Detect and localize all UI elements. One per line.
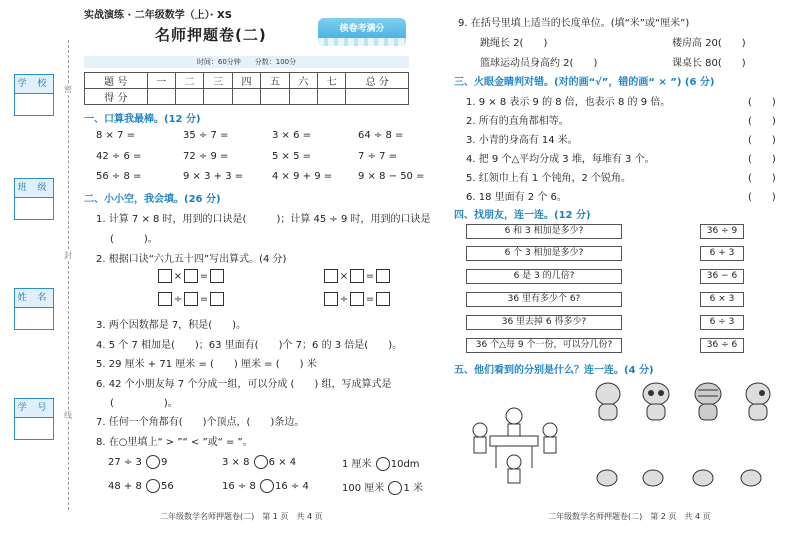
compare-circle[interactable] [254, 455, 268, 469]
question-9: 9. 在括号里填上适当的长度单位。(填“米”或“厘米”) [458, 18, 690, 29]
unit-item: 篮球运动员身高约 2( ) [480, 58, 598, 69]
calc-item: 42 ÷ 6 = [96, 151, 142, 162]
score-cell[interactable] [147, 89, 175, 105]
score-header-row [85, 73, 409, 89]
answer-box[interactable] [350, 292, 364, 306]
unit-item: 跳绳长 2( ) [480, 38, 548, 49]
compare-circle[interactable] [146, 455, 160, 469]
score-cell[interactable] [204, 89, 232, 105]
compare-item [222, 479, 309, 493]
table-icon [490, 436, 538, 446]
score-cell[interactable] [289, 89, 317, 105]
seal-line [68, 40, 69, 510]
score-header-cell: 一 [147, 73, 175, 89]
calc-item: 9 × 8 − 50 = [358, 171, 425, 182]
compare-item [108, 455, 167, 469]
child-icon [507, 455, 521, 469]
answer-box[interactable] [324, 269, 338, 283]
compare-right: 1 米 [403, 483, 423, 494]
child-icon [473, 423, 487, 437]
compare-right: 56 [161, 481, 174, 492]
school-field [14, 74, 54, 116]
small-toy-icon [640, 468, 666, 488]
judge-answer[interactable]: ( ) [748, 116, 776, 127]
question-8: 8. 在○里填上“ > ”“ < ”或“ = ”。 [96, 437, 253, 448]
exam-badge [318, 18, 406, 46]
judge-item: 6. 18 里面有 2 个 6。 [466, 192, 567, 203]
section-3-title: 三、火眼金睛判对错。(对的画“√”，错的画“ × ”) (6 分) [454, 77, 715, 88]
school-label: 学 校 [14, 74, 54, 94]
compare-left: 16 ÷ 8 [222, 481, 256, 492]
judge-answer[interactable]: ( ) [748, 97, 776, 108]
equation-mul-1: × = [158, 269, 224, 283]
unit-item: 楼房高 20( ) [672, 38, 746, 49]
small-toy-icon [594, 468, 620, 488]
match-answer[interactable]: 6 × 3 [700, 292, 744, 307]
calc-item: 3 × 6 = [272, 130, 312, 141]
question-7: 7. 任何一个角都有( )个顶点，( )条边。 [96, 417, 305, 428]
toy-view-icon [638, 380, 674, 422]
compare-right: 16 ÷ 4 [275, 481, 309, 492]
score-header-cell: 六 [289, 73, 317, 89]
section-2-title: 二、小小空，我会填。(26 分) [84, 194, 221, 205]
toy-view-icon [740, 380, 776, 422]
student-id-label: 学 号 [14, 398, 54, 418]
compare-circle[interactable] [146, 479, 160, 493]
compare-left: 3 × 8 [222, 457, 250, 468]
seal-char-feng: 封 [64, 251, 72, 260]
calc-item: 8 × 7 = [96, 130, 136, 141]
name-label: 姓 名 [14, 288, 54, 308]
compare-item [342, 479, 423, 495]
score-cell[interactable] [318, 89, 346, 105]
judge-answer[interactable]: ( ) [748, 135, 776, 146]
question-1-cont: ( )。 [110, 234, 158, 245]
page-title: 名师押题卷(二) [155, 26, 267, 44]
compare-left: 1 厘米 [342, 459, 372, 470]
judge-item: 5. 红领巾上有 1 个钝角，2 个锐角。 [466, 173, 631, 184]
answer-box[interactable] [184, 292, 198, 306]
calc-item: 64 ÷ 8 = [358, 130, 404, 141]
compare-right: 10dm [390, 459, 420, 470]
match-question[interactable]: 6 是 3 的几倍? [466, 269, 622, 284]
compare-circle[interactable] [388, 481, 402, 495]
score-cell[interactable] [346, 89, 409, 105]
children-table-illustration [462, 396, 564, 486]
judge-item: 3. 小青的身高有 14 米。 [466, 135, 578, 146]
name-field [14, 288, 54, 330]
question-2: 2. 根据口诀“六九五十四”写出算式。(4 分) [96, 254, 287, 265]
question-3: 3. 两个因数都是 7，积是( )。 [96, 320, 247, 331]
equation-div-1: ÷ = [158, 292, 224, 306]
seal-char-mi: 密 [64, 85, 72, 94]
binding-sidebar [0, 0, 62, 549]
child-icon [543, 423, 557, 437]
match-question[interactable]: 6 个 3 相加是多少? [466, 246, 622, 261]
question-1: 1. 计算 7 × 8 时，用到的口诀是( )；计算 45 ÷ 9 时，用到的口诀是 [96, 214, 431, 225]
match-question[interactable]: 36 里去掉 6 得多少? [466, 315, 622, 330]
exam-meta: 时间：60分钟 分数：100分 [84, 56, 409, 68]
compare-right: 9 [161, 457, 168, 468]
judge-answer[interactable]: ( ) [748, 154, 776, 165]
match-question[interactable]: 6 和 3 相加是多少? [466, 224, 622, 239]
calc-item: 35 ÷ 7 = [183, 130, 229, 141]
section-4-title: 四、找朋友，连一连。(12 分) [454, 210, 591, 221]
score-cell[interactable] [261, 89, 289, 105]
class-field [14, 178, 54, 220]
match-answer[interactable]: 6 ÷ 3 [700, 315, 744, 330]
compare-circle[interactable] [260, 479, 274, 493]
series-header: 实战演练 · 二年级数学（上）· XS [84, 10, 232, 21]
footer-page-1: 二年级数学名师押题卷(二) 第 1 页 共 4 页 [160, 512, 323, 521]
judge-answer[interactable]: ( ) [748, 173, 776, 184]
score-cell[interactable] [175, 89, 203, 105]
city-skyline-icon [318, 38, 406, 46]
score-header-cell: 题 号 [85, 73, 148, 89]
answer-box[interactable] [376, 269, 390, 283]
compare-item [108, 479, 174, 493]
class-input[interactable] [14, 198, 54, 220]
score-cell[interactable] [232, 89, 260, 105]
compare-right: 6 × 4 [268, 457, 297, 468]
toy-view-icon [590, 380, 626, 422]
small-toy-icon [690, 468, 716, 488]
question-6-cont: ( )。 [110, 398, 178, 409]
class-label: 班 级 [14, 178, 54, 198]
calc-item: 7 ÷ 7 = [358, 151, 398, 162]
judge-item: 2. 所有的直角都相等。 [466, 116, 569, 127]
name-input[interactable] [14, 308, 54, 330]
match-answer[interactable]: 36 ÷ 6 [700, 338, 744, 353]
equation-mul-2: × = [324, 269, 390, 283]
section-1-title: 一、口算我最棒。(12 分) [84, 114, 201, 125]
score-header-cell: 二 [175, 73, 203, 89]
answer-box[interactable] [210, 292, 224, 306]
question-6: 6. 42 个小朋友每 7 个分成一组，可以分成 ( ) 组，写成算式是 [96, 379, 392, 390]
match-answer[interactable]: 36 − 6 [700, 269, 744, 284]
calc-item: 9 × 3 + 3 = [183, 171, 244, 182]
score-header-cell: 三 [204, 73, 232, 89]
toy-view-icon [690, 380, 726, 422]
child-icon [506, 408, 522, 424]
section-5-title: 五、他们看到的分别是什么？连一连。(4 分) [454, 365, 654, 376]
compare-item [342, 455, 420, 471]
match-answer[interactable]: 36 ÷ 9 [700, 224, 744, 239]
match-question[interactable]: 36 个△每 9 个一份，可以分几份? [466, 338, 622, 353]
score-table [84, 72, 409, 105]
calc-item: 4 × 9 + 9 = [272, 171, 333, 182]
score-header-cell: 五 [261, 73, 289, 89]
calc-item: 72 ÷ 9 = [183, 151, 229, 162]
compare-circle[interactable] [376, 457, 390, 471]
badge-text: 核卷考满分 [339, 24, 385, 34]
student-id-field [14, 398, 54, 440]
judge-item: 1. 9 × 8 表示 9 的 8 倍，也表示 8 的 9 倍。 [466, 97, 671, 108]
compare-left: 48 + 8 [108, 481, 142, 492]
match-question[interactable]: 36 里有多少个 6? [466, 292, 622, 307]
answer-box[interactable] [350, 269, 364, 283]
score-row-label: 得 分 [85, 89, 148, 105]
calc-item: 56 ÷ 8 = [96, 171, 142, 182]
judge-item: 4. 把 9 个△平均分成 3 堆，每堆有 3 个。 [466, 154, 655, 165]
answer-box[interactable] [210, 269, 224, 283]
answer-box[interactable] [376, 292, 390, 306]
answer-box[interactable] [324, 292, 338, 306]
match-answer[interactable]: 6 + 3 [700, 246, 744, 261]
equation-div-2: ÷ = [324, 292, 390, 306]
score-header-cell: 四 [232, 73, 260, 89]
compare-left: 100 厘米 [342, 483, 385, 494]
score-header-cell: 七 [318, 73, 346, 89]
compare-left: 27 ÷ 3 [108, 457, 142, 468]
compare-item [222, 455, 296, 469]
score-header-cell: 总 分 [346, 73, 409, 89]
school-input[interactable] [14, 94, 54, 116]
unit-item: 课桌长 80( ) [672, 58, 746, 69]
footer-page-2: 二年级数学名师押题卷(二) 第 2 页 共 4 页 [548, 512, 711, 521]
student-id-input[interactable] [14, 418, 54, 440]
answer-box[interactable] [184, 269, 198, 283]
small-toy-icon [738, 468, 764, 488]
question-4: 4. 5 个 7 相加是( )；63 里面有( )个 7；6 的 3 倍是( )。 [96, 340, 403, 351]
answer-box[interactable] [158, 292, 172, 306]
calc-item: 5 × 5 = [272, 151, 312, 162]
score-row [85, 89, 409, 105]
judge-answer[interactable]: ( ) [748, 192, 776, 203]
seal-char-xian: 线 [64, 411, 72, 420]
answer-box[interactable] [158, 269, 172, 283]
question-5: 5. 29 厘米 + 71 厘米 = ( ) 厘米 = ( ) 米 [96, 359, 317, 370]
